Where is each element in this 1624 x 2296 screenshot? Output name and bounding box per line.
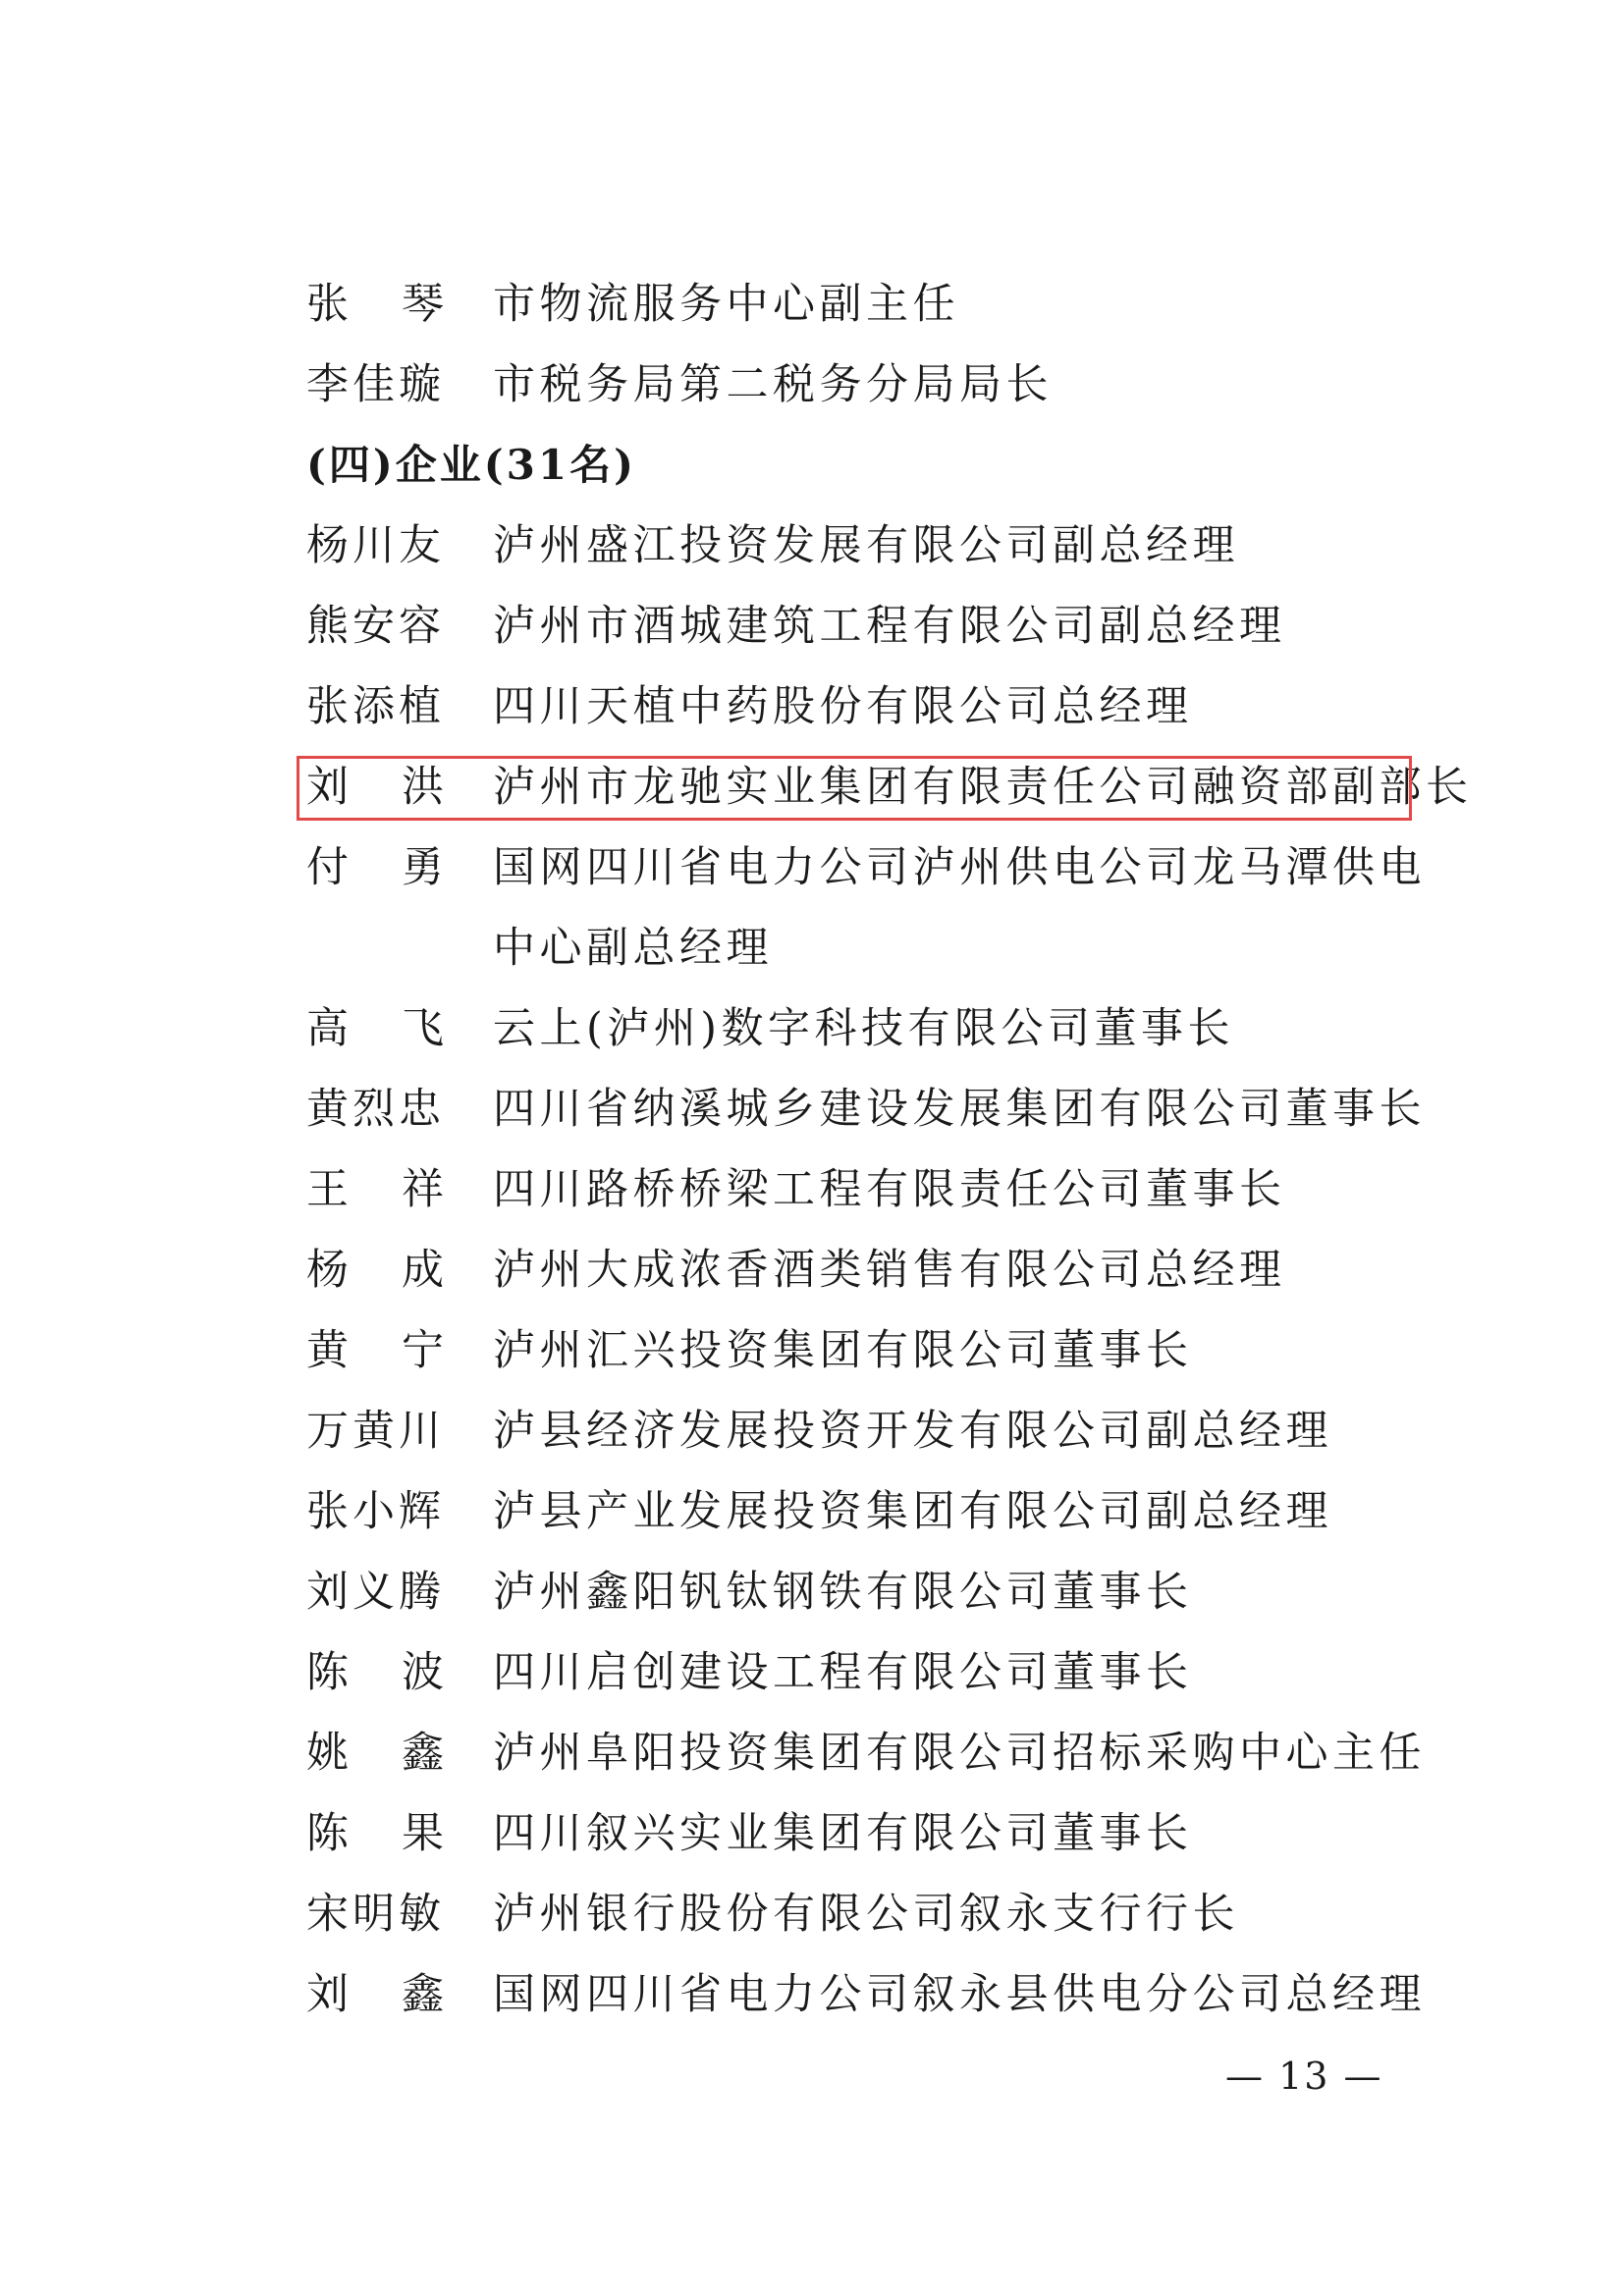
person-name-char: 飞	[402, 1004, 444, 1053]
person-name: 张小辉	[306, 1487, 445, 1536]
list-item-continuation	[306, 919, 1426, 999]
person-title: 泸州阜阳投资集团有限公司招标采购中心主任	[493, 1729, 1426, 1778]
person-title: 国网四川省电力公司叙永县供电分公司总经理	[493, 1970, 1426, 2019]
person-name: 李佳璇	[306, 360, 445, 409]
person-name-char: 刘	[306, 763, 349, 812]
person-title: 国网四川省电力公司泸州供电公司龙马潭供电	[493, 843, 1426, 892]
person-name-char: 王	[306, 1165, 349, 1214]
list-item	[306, 1724, 1426, 1804]
person-name-char: 陈	[306, 1809, 349, 1858]
person-name-char: 果	[402, 1809, 444, 1858]
person-title: 市税务局第二税务分局局长	[493, 360, 1053, 409]
person-name: 刘义腾	[306, 1568, 445, 1617]
person-title: 泸州大成浓香酒类销售有限公司总经理	[493, 1246, 1286, 1295]
person-name: 熊安容	[306, 602, 445, 651]
person-name-char: 姚	[306, 1729, 349, 1778]
person-name-char: 勇	[402, 843, 444, 892]
list-item	[306, 275, 1426, 355]
person-name-char: 波	[402, 1648, 444, 1697]
person-title: 四川天植中药股份有限公司总经理	[493, 682, 1193, 731]
person-title: 泸州鑫阳钒钛钢铁有限公司董事长	[493, 1568, 1193, 1617]
person-name-char: 成	[402, 1246, 444, 1295]
list-item	[306, 1080, 1426, 1160]
person-name-char: 鑫	[402, 1970, 444, 2019]
person-name-char: 张	[306, 280, 349, 329]
list-item	[306, 1160, 1426, 1241]
list-item	[306, 999, 1426, 1080]
person-name-char: 黄	[306, 1326, 349, 1375]
list-item	[306, 1643, 1426, 1724]
list-item	[306, 1321, 1426, 1402]
person-name-char: 付	[306, 843, 349, 892]
person-name-char: 陈	[306, 1648, 349, 1697]
list-item	[306, 355, 1426, 436]
person-name-char: 洪	[402, 763, 444, 812]
list-item	[306, 838, 1426, 919]
person-name-char: 祥	[402, 1165, 444, 1214]
person-title: 泸县经济发展投资开发有限公司副总经理	[493, 1407, 1332, 1456]
section-heading: (四)企业(31名)	[306, 441, 636, 489]
person-name: 杨川友	[306, 521, 445, 570]
person-title: 四川路桥桥梁工程有限责任公司董事长	[493, 1165, 1286, 1214]
person-title: 市物流服务中心副主任	[493, 280, 959, 329]
highlight-box	[297, 756, 1412, 821]
list-item	[306, 1965, 1426, 2046]
list-item	[306, 677, 1426, 758]
person-title: 泸州银行股份有限公司叙永支行行长	[493, 1890, 1239, 1939]
name-list	[306, 275, 1473, 2046]
person-title: 泸州盛江投资发展有限公司副总经理	[493, 521, 1239, 570]
person-name-char: 琴	[402, 280, 444, 329]
person-title: 泸州汇兴投资集团有限公司董事长	[493, 1326, 1193, 1375]
person-name: 宋明敏	[306, 1890, 445, 1939]
list-item	[306, 1482, 1426, 1563]
list-item	[306, 1804, 1426, 1885]
list-item	[306, 1563, 1426, 1643]
list-item	[306, 1241, 1426, 1321]
person-title: 四川省纳溪城乡建设发展集团有限公司董事长	[493, 1085, 1426, 1134]
list-item	[306, 516, 1426, 597]
list-item	[306, 1402, 1426, 1482]
person-name: 万黄川	[306, 1407, 445, 1456]
person-name: 黄烈忠	[306, 1085, 445, 1134]
person-title: 云上(泸州)数字科技有限公司董事长	[493, 1004, 1235, 1053]
person-name-char: 高	[306, 1004, 349, 1053]
person-title-continuation: 中心副总经理	[493, 924, 773, 973]
person-name-char: 刘	[306, 1970, 349, 2019]
person-name: 张添植	[306, 682, 445, 731]
person-name-char: 鑫	[402, 1729, 444, 1778]
page-number: — 13 —	[1225, 2055, 1383, 2098]
person-title: 四川启创建设工程有限公司董事长	[493, 1648, 1193, 1697]
person-title: 四川叙兴实业集团有限公司董事长	[493, 1809, 1193, 1858]
list-item	[306, 597, 1426, 677]
person-title: 泸县产业发展投资集团有限公司副总经理	[493, 1487, 1332, 1536]
list-item	[306, 1885, 1426, 1965]
person-name-char: 宁	[402, 1326, 444, 1375]
person-title: 泸州市龙驰实业集团有限责任公司融资部副部长	[493, 763, 1473, 812]
person-title: 泸州市酒城建筑工程有限公司副总经理	[493, 602, 1286, 651]
person-name-char: 杨	[306, 1246, 349, 1295]
